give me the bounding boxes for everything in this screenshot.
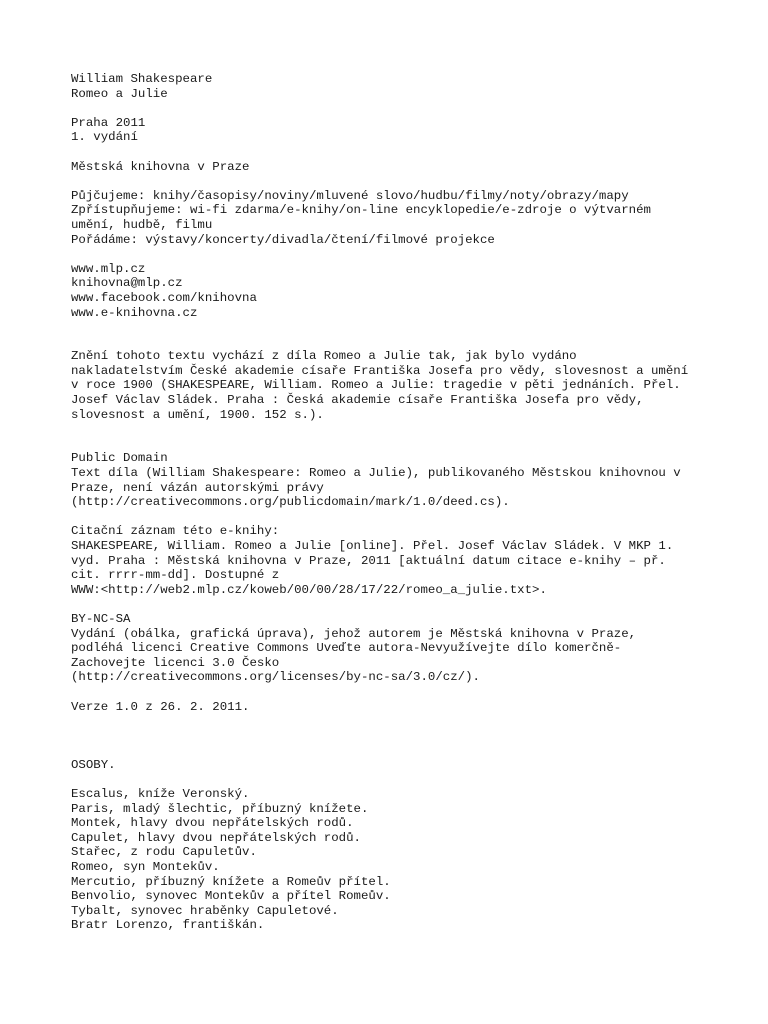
service-line: Pořádáme: výstavy/koncerty/divadla/čtení/filmové projekce [71,232,495,247]
person-item: Escalus, kníže Veronský. [71,787,250,802]
library-name: Městská knihovna v Praze [71,159,250,174]
persons-heading: OSOBY. [71,757,116,772]
citation-line: cit. rrrr-mm-dd]. Dostupné z [71,568,280,583]
source-note-line: Znění tohoto textu vychází z díla Romeo a Julie tak, jak bylo vydáno [71,349,577,364]
persons-section [71,758,731,933]
library-links [71,262,731,320]
citation-heading: Citační záznam této e-knihy: [71,524,280,539]
public-domain-note [71,451,731,509]
public-domain-heading: Public Domain [71,451,168,466]
title-block [71,72,731,101]
library-services [71,189,731,247]
license-line: podléhá licenci Creative Commons Uveďte autora-Nevyužívejte dílo komerčně- [71,641,622,656]
public-domain-line: Text díla (William Shakespeare: Romeo a Julie), publikovaného Městskou knihovnou v [71,466,681,481]
edition-number: 1. vydání [71,130,138,145]
website-link: www.mlp.cz [71,261,146,276]
person-item: Mercutio, příbuzný knížete a Romeův přítel. [71,874,391,889]
person-item: Romeo, syn Montekův. [71,860,220,875]
person-item: Montek, hlavy dvou nepřátelských rodů. [71,816,354,831]
email-link: knihovna@mlp.cz [71,276,183,291]
source-note-line: slovesnost a umění, 1900. 152 s.). [71,407,324,422]
person-item: Tybalt, synovec hraběnky Capuletové. [71,903,339,918]
service-line: umění, hudbě, filmu [71,217,213,232]
license-line: Zachovejte licenci 3.0 Česko [71,655,280,670]
citation-line: SHAKESPEARE, William. Romeo a Julie [online]. Přel. Josef Václav Sládek. V MKP 1. [71,539,674,553]
facebook-link: www.facebook.com/knihovna [71,290,257,305]
version-text: Verze 1.0 z 26. 2. 2011. [71,699,250,714]
source-note-line: v roce 1900 (SHAKESPEARE, William. Romeo a Julie: tragedie v pěti jednáních. Přel. [71,378,681,393]
person-item: Stařec, z rodu Capuletův. [71,845,257,860]
author-name: William Shakespeare [71,72,213,86]
edition-block [71,116,731,145]
library-name-block [71,160,731,175]
person-item: Benvolio, synovec Montekův a přítel Romeův. [71,889,391,904]
source-note-line: nakladatelstvím České akademie císaře Františka Josefa pro vědy, slovesnost a umění [71,363,689,378]
public-domain-line: Praze, není vázán autorskými právy [71,480,324,495]
service-line: Zpřístupňujeme: wi-fi zdarma/e-knihy/on-line encyklopedie/e-zdroje o výtvarném [71,203,651,218]
book-title: Romeo a Julie [71,86,168,101]
source-note-line: Josef Václav Sládek. Praha : Česká akademie císaře Františka Josefa pro vědy, [71,393,644,408]
license-line: (http://creativecommons.org/licenses/by-nc-sa/3.0/cz/). [71,670,480,685]
version-block [71,700,731,715]
document-page [71,72,731,933]
source-note [71,349,731,422]
place-year: Praha 2011 [71,115,146,130]
person-item: Paris, mladý šlechtic, příbuzný knížete. [71,801,369,816]
public-domain-line: (http://creativecommons.org/publicdomain/mark/1.0/deed.cs). [71,495,510,510]
license-line: Vydání (obálka, grafická úprava), jehož autorem je Městská knihovna v Praze, [71,626,637,641]
citation-line: WWW:<http://web2.mlp.cz/koweb/00/00/28/17/22/romeo_a_julie.txt>. [71,582,547,597]
person-item: Bratr Lorenzo, františkán. [71,918,265,933]
license-heading: BY-NC-SA [71,611,131,626]
service-line: Půjčujeme: knihy/časopisy/noviny/mluvené slovo/hudbu/filmy/noty/obrazy/mapy [71,188,629,203]
citation-record [71,524,731,597]
license-note [71,612,731,685]
person-item: Capulet, hlavy dvou nepřátelských rodů. [71,830,361,845]
ebook-link: www.e-knihovna.cz [71,305,198,320]
citation-line: vyd. Praha : Městská knihovna v Praze, 2011 [aktuální datum citace e-knihy – př. [71,553,666,568]
